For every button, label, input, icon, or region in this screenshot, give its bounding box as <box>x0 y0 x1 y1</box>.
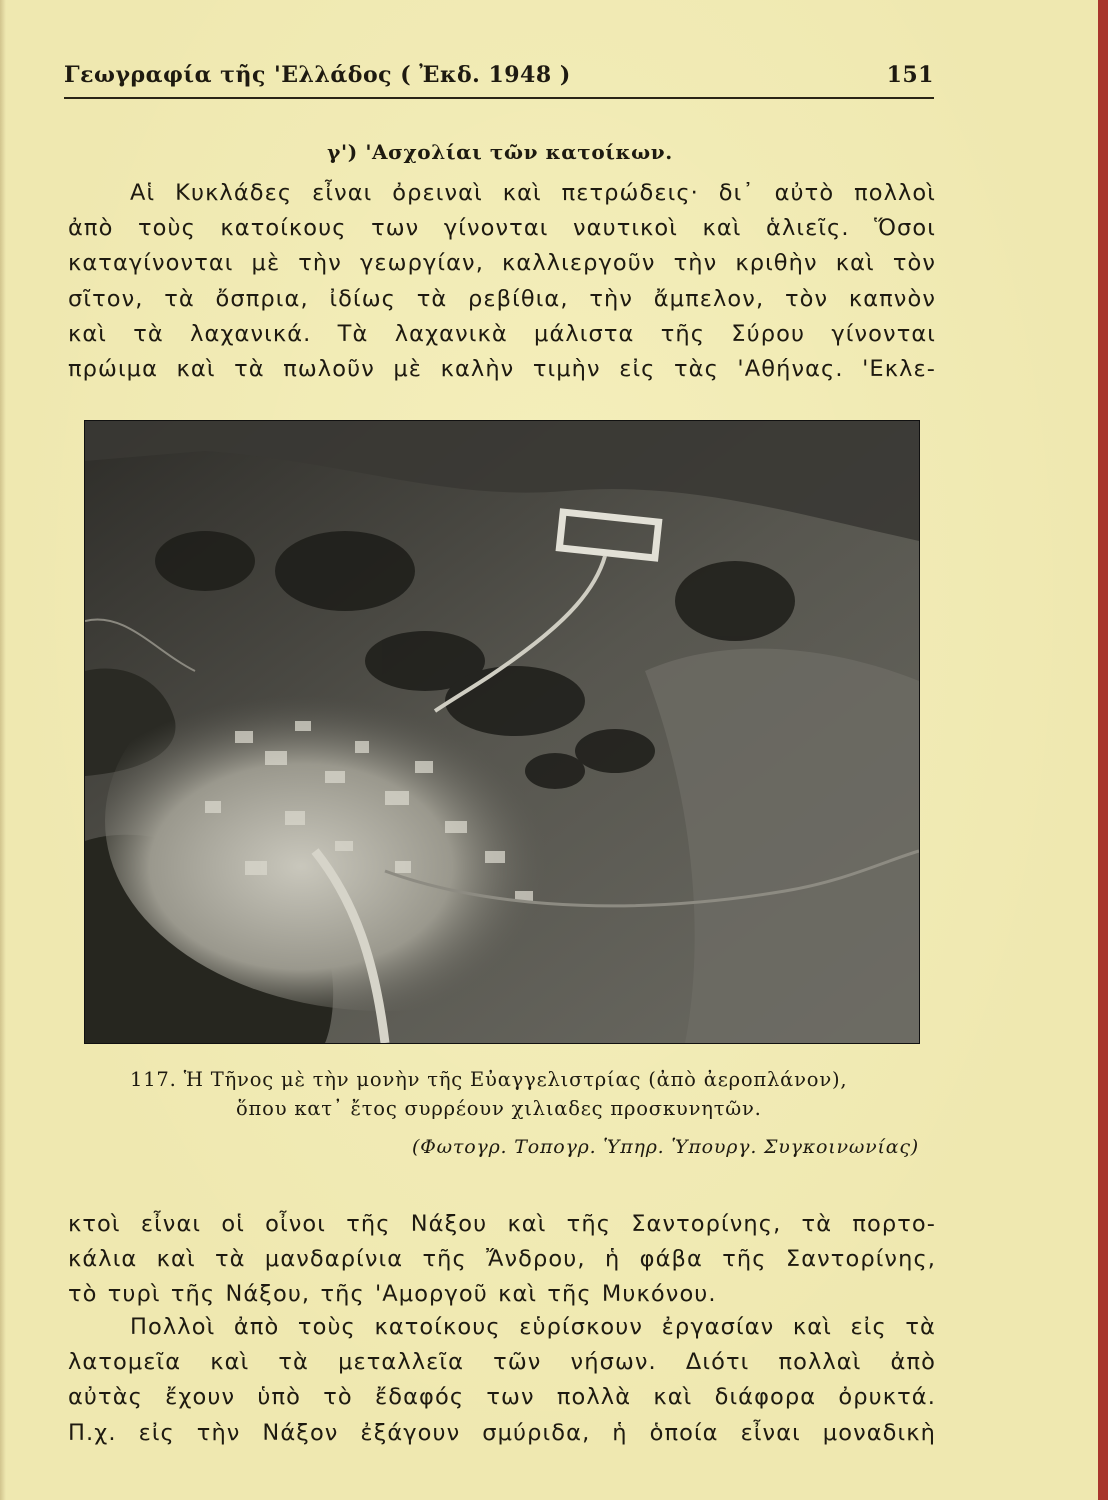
text-line: Αἱ Κυκλάδες εἶναι ὀρειναὶ καὶ πετρώδεις· δι᾽ αὐτὸ πολλοὶ <box>130 180 936 206</box>
figure-caption-continued: ὅπου κατ᾽ ἔτος συρρέουν χιλιαδες προσκυνητῶν. <box>236 1097 762 1120</box>
text-line: καὶ τὰ λαχανικά. Τὰ λαχανικὰ μάλιστα τῆς Σύρου γίνονται <box>68 320 936 347</box>
text-line: πρώιμα καὶ τὰ πωλοῦν μὲ καλὴν τιμὴν εἰς τὰς 'Αθήνας. 'Εκλε- <box>68 355 936 382</box>
text-line: κτοὶ εἶναι οἱ οἶνοι τῆς Νάξου καὶ τῆς Σαντορίνης, τὰ πορτο- <box>68 1211 936 1237</box>
text-line: Πολλοὶ ἀπὸ τοὺς κατοίκους εὑρίσκουν ἐργασίαν καὶ εἰς τὰ <box>130 1314 936 1340</box>
text-line: σῖτον, τὰ ὄσπρια, ἰδίως τὰ ρεβίθια, τὴν ἄμπελον, τὸν καπνὸν <box>68 285 936 312</box>
text-line: αὐτὰς ἔχουν ὑπὸ τὸ ἔδαφός των πολλὰ καὶ διάφορα ὀρυκτά. <box>68 1384 936 1411</box>
text-line: ἀπὸ τοὺς κατοίκους των γίνονται ναυτικοὶ καὶ ἁλιεῖς. Ὅσοι <box>68 215 936 242</box>
paragraph-1 <box>68 176 936 387</box>
text-line: καταγίνονται μὲ τὴν γεωργίαν, καλλιεργοῦν τὴν κριθὴν καὶ τὸν <box>68 250 936 277</box>
page-shadow <box>0 0 6 1500</box>
text-line: κάλια καὶ τὰ μανδαρίνια τῆς Ἄνδρου, ἡ φάβα τῆς Σαντορίνης, <box>68 1246 936 1273</box>
photo-credit: (Φωτογρ. Τοπογρ. Ὑπηρ. Ὑπουργ. Συγκοινωνίας) <box>412 1136 920 1158</box>
caption-text: Ἡ Τῆνος μὲ τὴν μονὴν τῆς Εὐαγγελιστρίας (ἀπὸ ἀεροπλάνον), <box>183 1068 848 1091</box>
text-line: λατομεῖα καὶ τὰ μεταλλεῖα τῶν νήσων. Διότι πολλαὶ ἀπὸ <box>68 1349 936 1376</box>
text-line: τὸ τυρὶ τῆς Νάξου, τῆς 'Αμοργοῦ καὶ τῆς Μυκόνου. <box>68 1281 717 1308</box>
page-number: 151 <box>886 62 934 88</box>
aerial-photo-illustration <box>85 421 919 1043</box>
paragraph-2 <box>68 1207 936 1313</box>
section-heading: γ') 'Ασχολίαι τῶν κατοίκων. <box>327 140 673 164</box>
header-title: Γεωγραφία τῆς 'Ελλάδος ( Ἐκδ. 1948 ) <box>64 62 571 88</box>
text-line: Π.χ. εἰς τὴν Νάξον ἐξάγουν σμύριδα, ἡ ὁποία εἶναι μοναδικὴ <box>68 1419 936 1446</box>
figure-caption <box>130 1068 847 1091</box>
aerial-photograph <box>84 420 920 1044</box>
header-rule <box>64 97 934 99</box>
figure-number: 117. <box>130 1068 177 1091</box>
paragraph-3 <box>68 1310 936 1451</box>
book-cover-edge <box>1098 0 1108 1500</box>
running-header <box>64 62 934 96</box>
